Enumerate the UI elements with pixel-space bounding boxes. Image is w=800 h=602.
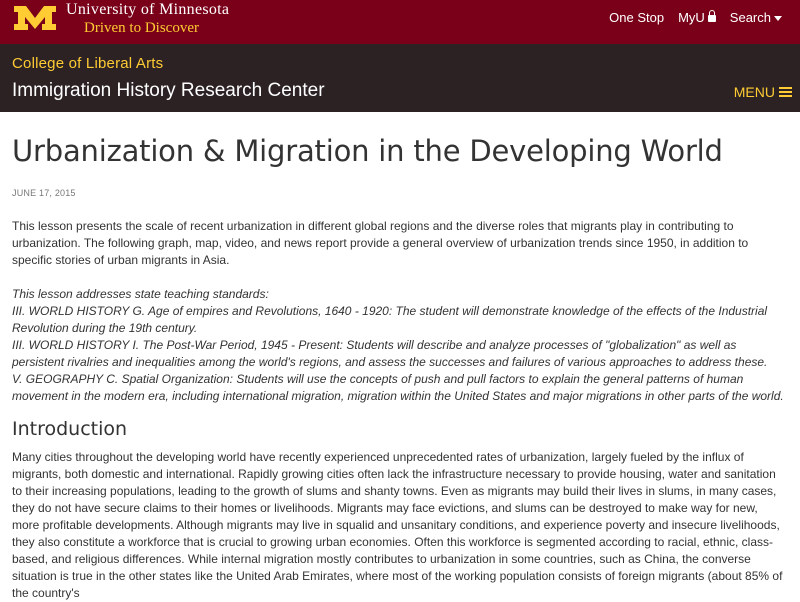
lock-icon: [708, 15, 716, 22]
college-name[interactable]: College of Liberal Arts: [12, 55, 164, 72]
main-content: [0, 134, 800, 602]
menu-button[interactable]: [734, 84, 792, 100]
standards-paragraph: [12, 286, 788, 405]
menu-label: MENU: [733, 84, 775, 100]
top-links: [609, 10, 782, 25]
search-label: Search: [729, 10, 771, 25]
myu-label: MyU: [678, 10, 705, 25]
section-heading: Introduction: [12, 418, 128, 440]
caret-down-icon: [774, 16, 782, 21]
university-logo[interactable]: [12, 2, 229, 38]
standards-line: This lesson addresses state teaching standards:: [12, 287, 269, 301]
one-stop-link[interactable]: One Stop: [609, 10, 665, 25]
myu-link[interactable]: [678, 10, 716, 25]
section-paragraph: Many cities throughout the developing world have recently experienced unprecedented rates of urbanization, largely fueled by the influx of migrants, both domestic and international. Rapidly growing cities often lack the infrastructure necessary to provide housing, water and sanitation to their increasing populations, leading to the growth of slums and shanty towns. Even as migrants may build their lives in slums, in many cases, they do not have secure claims to their homes or livelihoods. Migrants may face evictions, and slums can be destroyed to make way for new, more profitable developments. Although migrants may live in squalid and unsanitary conditions, and experience poverty and insecure livelihoods, they also constitute a workforce that is crucial to growing urban economies. Often this workforce is segmented according to racial, ethnic, class-based, and religious differences. While internal migration mostly contributes to urbanization in some countries, such as China, the converse situation is true in the other states like the United Arab Emirates, where most of the working population consists of foreign migrants (about 85% of the country's: [12, 450, 783, 600]
search-link[interactable]: [730, 10, 782, 25]
standards-line: III. WORLD HISTORY I. The Post-War Period, 1945 - Present: Students will describe and analyze processes of "globalization" as well as persistent rivalries and inequalities among the world's regions, and assess the successes and failures of various approaches to address these.: [12, 338, 768, 369]
standards-line: III. WORLD HISTORY G. Age of empires and Revolutions, 1640 - 1920: The student will demonstrate knowledge of the effects of the Industrial Revolution during the 19th century.: [12, 304, 768, 335]
university-tagline: Driven to Discover: [84, 20, 199, 36]
unit-header: [0, 44, 800, 112]
intro-paragraph: This lesson presents the scale of recent urbanization in different global regions and the diverse roles that migrants play in contributing to urbanization. The following graph, map, video, and news report provide a general overview of urbanization trends since 1950, in addition to specific stories of urban migrants in Asia.: [12, 219, 749, 267]
page-title: Urbanization & Migration in the Developing World: [12, 134, 723, 168]
hamburger-icon: [779, 87, 792, 97]
center-name[interactable]: Immigration History Research Center: [12, 80, 325, 101]
university-header: [0, 0, 800, 44]
standards-line: V. GEOGRAPHY C. Spatial Organization: Students will use the concepts of push and pull factors to explain the general patterns of human movement in the modern era, including international migration, migration within the United States and major migrations in other parts of the world.: [12, 372, 784, 403]
block-m-logo-icon: [12, 4, 58, 32]
university-name: University of Minnesota: [66, 1, 230, 18]
publish-date: JUNE 17, 2015: [12, 188, 76, 198]
